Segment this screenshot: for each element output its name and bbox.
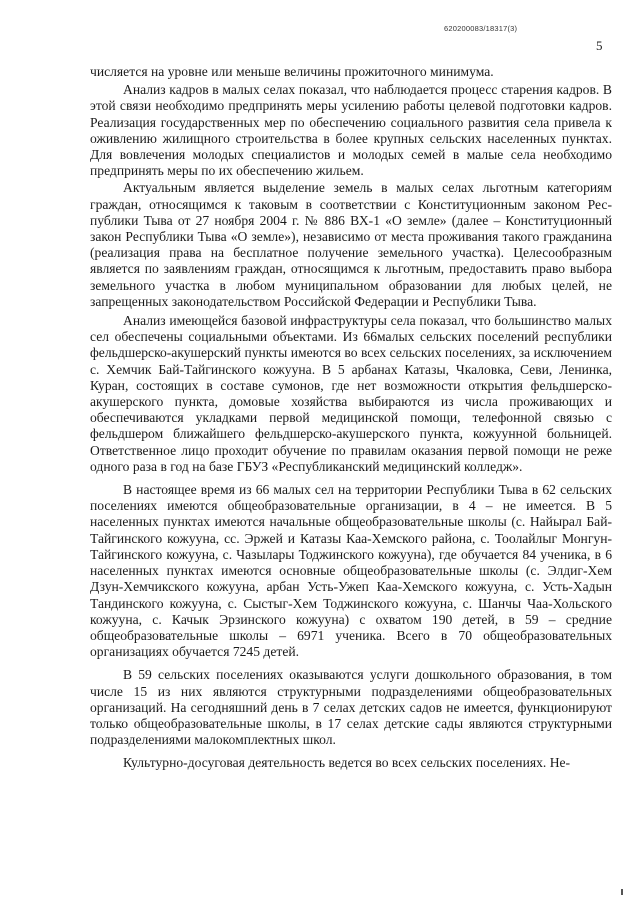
document-code: 620200083/18317(3) — [444, 24, 518, 33]
paragraph-continuation: числяется на уровне или меньше величины прожиточного минимума. — [90, 64, 494, 79]
paragraph-schools: В настоящее время из 66 малых сел на территории Республики Тыва в 62 сельских поселениях имеются общеобразовательные организации, в 4 – не имеется. В 5 населенных пунктах имеются начальные общеобразовательные школы (с. Найырал Бай-Тайгинского кожууна, сс. Эржей и Катазы Каа-Хемского района, с. Тоолайлыг Монгун-Тайгинского кожууна, с. Чазылары Тоджинского кожууна), где обучается 84 ученика, в 6 населенных пунктах имеются основные общеобразовательные школы (с. Элдиг-Хем Дзун-Хемчикского кожууна, арбан Усть-Ужеп Каа-Хемского кожууна, с. Усть-Хадын Тандинского кожууна, с. Сыстыг-Хем Тоджинского кожууна, с. Шанчы Чаа-Хольского кожууна, с. Качык Эрзинского кожууна) с охватом 190 детей, в 59 – средние общеобразовательные школы – 6971 ученика. Всего в 70 общеобразовательных организациях обучается 7245 детей. — [90, 482, 612, 660]
scan-mark — [621, 889, 623, 895]
document-body — [90, 64, 612, 772]
paragraph-culture: Культурно-досуговая деятельность ведется во всех сельских поселениях. Не- — [123, 755, 571, 771]
paragraph-infrastructure: Анализ имеющейся базовой инфраструктуры села показал, что большинство малых сел обеспечены социальными объектами. Из 66малых сельских поселений республики фельдшерско-акушерский пункты имеются во всех сельских поселениях, за исключением с. Хемчик Бай-Тайгинского кожууна. В 5 арбанах Катазы, Чкаловка, Севи, Ленинка, Куран, состоящих в составе сумонов, где нет возможности открытия фельдшерско-акушерского пункта, домовые хозяйства выбираются из числа проживающих и обеспечиваются укладками первой медицинской помощи, телефонной связью с фельдшером ближайшего фельдшерско-акушерского пункта, кожуунной больницей. Ответственное лицо проходит обучение по правилам оказания первой помощи не реже одного раза в год на базе ГБУЗ «Республиканский медицинский колледж». — [90, 313, 612, 474]
paragraph-preschool: В 59 сельских поселениях оказываются услуги дошкольного образования, в том числе 15 из них являются структурными подразделениями общеобразовательных организаций. На сегодняшний день в 7 селах детских садов не имеется, функционируют только общеобразовательные школы, в 17 селах детские сады являются структурными подразделениями малокомплектных школ. — [90, 667, 612, 748]
paragraph-land-allocation: Актуальным является выделение земель в малых селах льготным категориям граждан, относящимся к таковым в соответствии с Конституционным законом Республики Тыва от 27 ноября 2004 г. № 886 ВХ-1 «О земле» (далее – Конституционный закон Республики Тыва «О земле»), независимо от места проживания такого гражданина (реализация права на бесплатное получение земельного участка). Целесообразным является по заявлениям граждан, относящимся к льготным, предоставить право выбора земельного участка в любом муниципальном образовании для любых целей, не запрещенных законодательством Российской Федерации и Республики Тыва. — [90, 180, 612, 309]
paragraph-staff-analysis: Анализ кадров в малых селах показал, что наблюдается процесс старения кадров. В этой связи необходимо предпринять меры усилению работы целевой подготовки кадров. Реализация государственных мер по обеспечению социального развития села привела к оживлению жилищного строительства в более крупных сельских населенных пунктах. Для вовлечения молодых специалистов и молодых семей в малые села необходимо предпринять меры по их обеспечению жильем. — [90, 82, 612, 179]
page-number: 5 — [596, 38, 603, 53]
